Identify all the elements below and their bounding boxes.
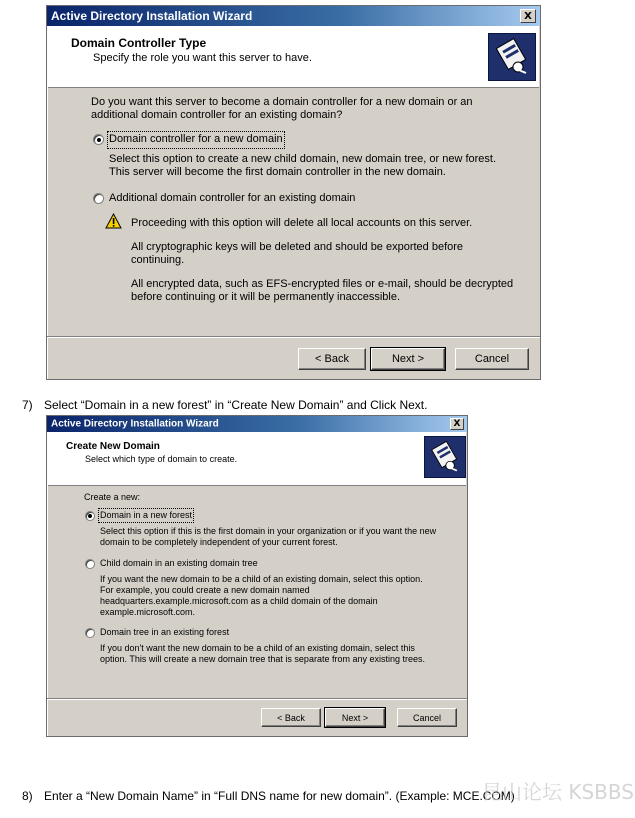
next-button[interactable]: Next >	[371, 348, 445, 370]
title-bar	[47, 416, 467, 432]
note-efs-line-2: before continuing or it will be permanently inaccessible.	[131, 291, 401, 303]
window-title: Active Directory Installation Wizard	[51, 418, 219, 430]
option-child-domain-desc-4: example.microsoft.com.	[100, 607, 196, 617]
page-subtitle: Select which type of domain to create.	[85, 454, 238, 464]
wizard-logo-icon	[424, 436, 466, 478]
close-button[interactable]: X	[450, 418, 464, 430]
option-domain-new-forest-desc-2: domain to be completely independent of your current forest.	[100, 537, 338, 547]
title-bar	[47, 6, 540, 26]
create-new-label: Create a new:	[84, 492, 141, 502]
option-new-domain-desc-1: Select this option to create a new child domain, new domain tree, or new forest.	[109, 153, 497, 165]
option-domain-new-forest-label[interactable]: Domain in a new forest	[100, 510, 193, 520]
radio-child-domain[interactable]	[85, 559, 95, 569]
page-subtitle: Specify the role you want this server to have.	[93, 52, 312, 64]
close-button[interactable]: X	[520, 9, 536, 23]
option-new-domain-desc-2: This server will become the first domain controller in the new domain.	[109, 166, 446, 178]
option-domain-tree-desc-2: option. This will create a new domain tree that is separate from any existing trees.	[100, 654, 425, 664]
option-child-domain-label[interactable]: Child domain in an existing domain tree	[100, 558, 258, 568]
back-button[interactable]: < Back	[261, 708, 321, 727]
warning-icon	[105, 213, 122, 234]
option-child-domain-desc-1: If you want the new domain to be a child of an existing domain, select this option.	[100, 574, 423, 584]
watermark: 昆山论坛 KSBBS	[482, 780, 634, 804]
button-separator	[47, 336, 540, 338]
radio-new-domain[interactable]	[93, 134, 104, 145]
step-7-instruction: Select “Domain in a new forest” in “Create New Domain” and Click Next.	[44, 398, 428, 412]
question-line-1: Do you want this server to become a domain controller for a new domain or an	[91, 96, 473, 108]
page-title: Create New Domain	[66, 441, 160, 452]
radio-additional-dc[interactable]	[93, 193, 104, 204]
note-crypto-line-1: All cryptographic keys will be deleted and should be exported before	[131, 241, 464, 253]
cancel-button[interactable]: Cancel	[397, 708, 457, 727]
option-additional-dc-label[interactable]: Additional domain controller for an existing domain	[109, 192, 356, 204]
step-7-number: 7)	[22, 398, 33, 412]
next-button[interactable]: Next >	[325, 708, 385, 727]
step-8-number: 8)	[22, 789, 33, 803]
note-crypto-line-2: continuing.	[131, 254, 185, 266]
wizard-logo-icon	[488, 33, 536, 81]
warning-text: Proceeding with this option will delete all local accounts on this server.	[131, 217, 473, 229]
option-child-domain-desc-2: For example, you could create a new domain named	[100, 585, 310, 595]
back-button[interactable]: < Back	[298, 348, 366, 370]
window-title: Active Directory Installation Wizard	[51, 9, 253, 23]
option-domain-tree-desc-1: If you don't want the new domain to be a child of an existing domain, select this	[100, 643, 415, 653]
button-separator	[47, 698, 467, 700]
wizard-dialog-create-new-domain	[46, 415, 468, 737]
radio-domain-new-forest[interactable]	[85, 511, 95, 521]
step-8-instruction: Enter a “New Domain Name” in “Full DNS name for new domain”. (Example: MCE.COM)	[44, 789, 515, 803]
option-child-domain-desc-3: headquarters.example.microsoft.com as a child domain of the domain	[100, 596, 378, 606]
question-line-2: additional domain controller for an existing domain?	[91, 109, 343, 121]
wizard-header	[48, 26, 539, 88]
note-efs-line-1: All encrypted data, such as EFS-encrypted files or e-mail, should be decrypted	[131, 278, 514, 290]
page-title: Domain Controller Type	[71, 36, 207, 50]
wizard-header	[48, 432, 466, 486]
wizard-dialog-domain-controller-type	[46, 5, 541, 380]
radio-domain-tree[interactable]	[85, 628, 95, 638]
cancel-button[interactable]: Cancel	[455, 348, 529, 370]
option-new-domain-label[interactable]: Domain controller for a new domain	[109, 133, 283, 145]
option-domain-tree-label[interactable]: Domain tree in an existing forest	[100, 627, 230, 637]
option-domain-new-forest-desc-1: Select this option if this is the first domain in your organization or if you want the new	[100, 526, 437, 536]
